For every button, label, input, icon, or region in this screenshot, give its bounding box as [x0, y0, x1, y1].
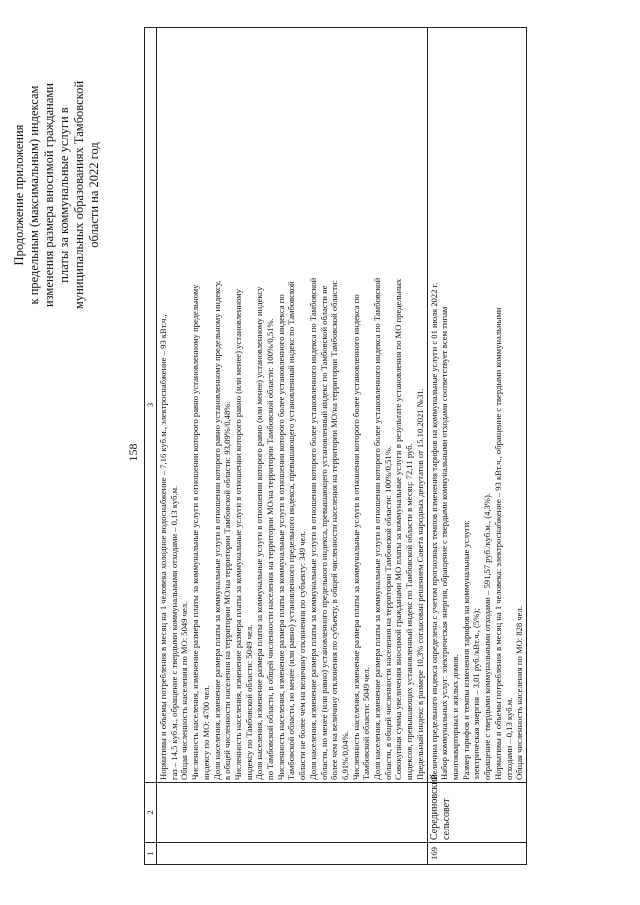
text-line: отходами – 0,13 куб.м. [503, 697, 514, 780]
row-name-cell: Серединовский сельсовет [427, 783, 526, 843]
text-line: более чем на величину отклонения по субъекту, в общей численности населения на территории МО/на территории Тамбовской области: [329, 280, 340, 780]
text-line: Нормативы и объемы потребления в месяц на 1 человека: электроснабжение – 93 кВт.ч., обращение с твердыми коммунальными [492, 307, 503, 780]
text-line: Размер тарифов и темпы изменения тарифов на коммунальные услуги: [460, 520, 471, 780]
text-line: области, но менее (или равно) установленного предельного индекса, превышающего установленный индекс по Тамбовской области не [318, 285, 329, 780]
text-line: Доля населения, изменение размера платы за коммунальные услуги в отношении которого равно (или менее) установленному индексу [254, 286, 265, 780]
text-line: Общая численность населения по МО: 5049 чел. [179, 601, 190, 780]
text-line: Численность населения, изменение размера платы за коммунальные услуги в отношении которого равно (или менее) установленному [232, 289, 243, 780]
text-line: Доля населения, изменение размера платы за коммунальные услуги в отношении которого равно установленному предельному индексу, [211, 280, 222, 780]
row-number-cell [157, 843, 428, 865]
text-line: индексу по Тамбовской области: 5049 чел. [243, 624, 254, 780]
text-line: Численность населения, изменение размера платы за коммунальные услуги в отношении которого более установленного индекса по [350, 294, 361, 780]
text-line: 6,91%/0,04%. [339, 731, 350, 780]
text-line: области, в общей численности населения на территории Тамбовской области: 100%/0,51%. [382, 445, 393, 780]
header-line: к предельным (максимальным) индексам [27, 85, 41, 305]
text-line: электрическая энергия – 3,01 руб./кВт.ч., (5%); [471, 608, 482, 780]
text-line: индексов, превышающих установленный индекс по Тамбовской области в месяц: 72,11 руб. [404, 443, 415, 780]
text-line: Тамбовской области, но менее (или равно) установленного предельного индекса, превышающего установленный индекс по Тамбовской [286, 281, 297, 780]
table-row [157, 28, 428, 865]
text-line: Доля населения, изменение размера платы за коммунальные услуги в отношении которого более установленного индекса по Тамбовской [307, 277, 318, 780]
column-number-3: 3 [145, 28, 157, 783]
table-header-row [145, 28, 157, 865]
text-line: Предельный индекс в размере 10,3% согласован решением Совета народных депутатов от 15.10.2021 №31. [414, 388, 425, 780]
text-line: многоквартирных и жилых домов. [449, 654, 460, 780]
row-description-cell [427, 28, 526, 783]
table-row [427, 28, 526, 865]
text-line: обращение с твердыми коммунальными отходами – 591,57 руб./куб.м., (4,3%). [482, 493, 493, 780]
text-line: Величина предельного индекса определена с учетом прогнозных темпов изменения тарифов на коммунальные услуги с 01 июля 2022 г. [428, 282, 439, 780]
column-number-2: 2 [145, 783, 157, 843]
header-line: Продолжение приложения [12, 124, 26, 266]
appendix-header [12, 45, 102, 345]
row-number-cell: 169 [427, 843, 526, 865]
header-line: платы за коммунальные услуги в [57, 107, 71, 283]
text-line: газ – 14,5 куб.м., обращение с твердыми коммунальными отходами – 0,13 куб.м. [168, 485, 179, 780]
appendix-table [144, 27, 527, 865]
text-line: Набор коммунальных услуг: электрическая энергия, обращение с твердыми коммунальными отходами соответствует всем типам [439, 306, 450, 780]
header-line: области на 2022 год [87, 142, 101, 248]
row-name-cell [157, 783, 428, 843]
text-line: в общей численности населения на территории МО/на территории Тамбовской области: 93,09%/0,48%. [222, 401, 233, 780]
text-line: Нормативы и объемы потребления в месяц на 1 человека холодное водоснабжение – 7,16 куб.м., электроснабжение – 93 кВт.ч., [158, 314, 168, 780]
column-number-1: 1 [145, 843, 157, 865]
header-line: муниципальных образованиях Тамбовской [72, 80, 86, 310]
text-line: Тамбовской области: 5049 чел. [361, 667, 372, 780]
text-line: по Тамбовской области, в общей численности населения на территории МО/на территории Тамбовской области: 100%/0,51%. [265, 318, 276, 780]
text-line: области не более чем на величину отклонения по субъекту: 349 чел. [297, 531, 308, 780]
text-line: Численность населения, изменение размера платы за коммунальные услуги в отношении которого равно установленному предельному [190, 284, 201, 780]
text-line: Численность населения, изменение размера платы за коммунальные услуги в отношении которого более установленного индекса по [275, 294, 286, 780]
row-description-cell [157, 28, 428, 783]
text-line: индексу по МО: 4700 чел. [200, 685, 211, 780]
text-line: Совокупная сумма увеличения вносимой гражданами МО платы за коммунальные услуги в результате установления по МО предельных [393, 278, 404, 780]
page-number: 158 [126, 443, 140, 462]
text-line: Общая численность населения по МО: 828 чел. [514, 606, 525, 780]
text-line: Доля населения, изменение размера платы за коммунальные услуги в отношении которого более установленного индекса по Тамбовской [372, 277, 383, 780]
header-line: изменения размера вносимой гражданами [42, 83, 56, 308]
